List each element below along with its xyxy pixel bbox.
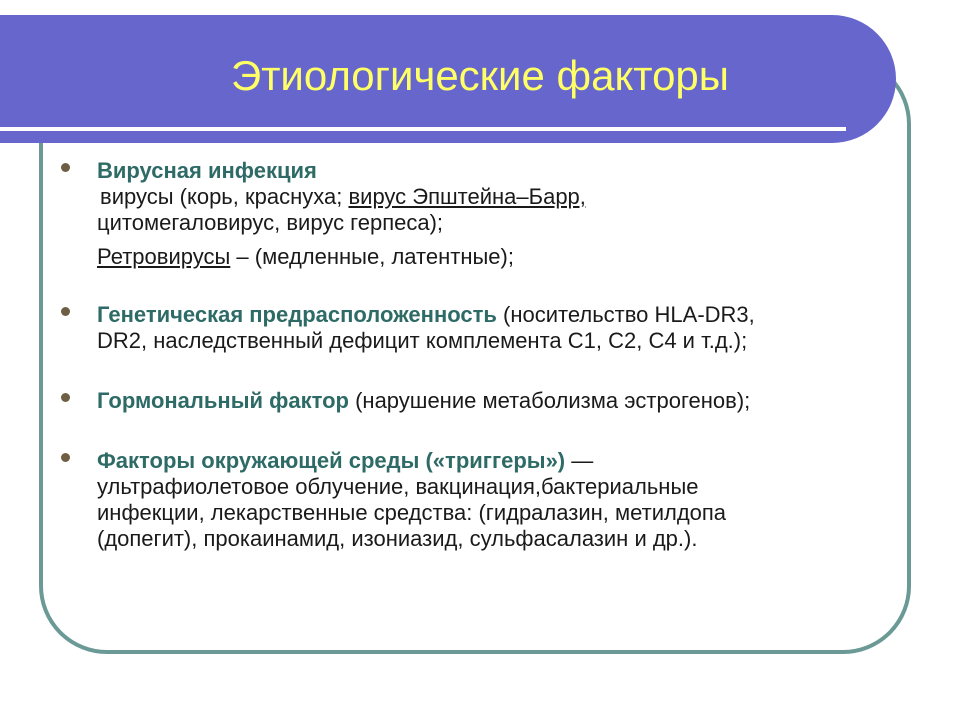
bullet-icon (61, 307, 70, 316)
item-term: Гормональный фактор (97, 388, 349, 413)
item-text: инфекции, лекарственные средства: (гидралазин, метилдопа (97, 500, 727, 525)
item-text: (нарушение метаболизма эстрогенов); (348, 388, 751, 413)
item-text: (допегит), прокаинамид, изониазид, сульфасалазин и др.). (97, 526, 698, 551)
list-item-viral-infection (60, 158, 900, 270)
title-underline (0, 127, 846, 131)
bullet-icon (61, 453, 70, 462)
list-item-hormonal (60, 388, 900, 414)
item-text: – (медленные, латентные); (230, 244, 514, 269)
item-text: вирусы (корь, краснуха; (100, 184, 349, 209)
item-text: DR2, наследственный дефицит комплемента C1, C2, C4 и т.д.); (97, 328, 748, 353)
bullet-icon (61, 393, 70, 402)
item-text: (носительство HLA-DR3, (496, 302, 755, 327)
ebv-link[interactable]: вирус Эпштейна–Барр, (348, 184, 586, 209)
item-text: ультрафиолетовое облучение, вакцинация,бактериальные (97, 474, 699, 499)
item-text: цитомегаловирус, вирус герпеса); (97, 210, 444, 235)
slide-title: Этиологические факторы (231, 52, 729, 99)
list-item-environment (60, 448, 900, 552)
retrovirus-link[interactable]: Ретровирусы (97, 244, 231, 269)
item-text: — (565, 448, 594, 473)
bullet-icon (61, 163, 70, 172)
item-term: Генетическая предрасположенность (97, 302, 497, 327)
item-term: Факторы окружающей среды («триггеры») (97, 448, 566, 473)
content-list (60, 158, 900, 552)
list-item-genetic (60, 302, 900, 354)
item-term: Вирусная инфекция (97, 158, 317, 183)
